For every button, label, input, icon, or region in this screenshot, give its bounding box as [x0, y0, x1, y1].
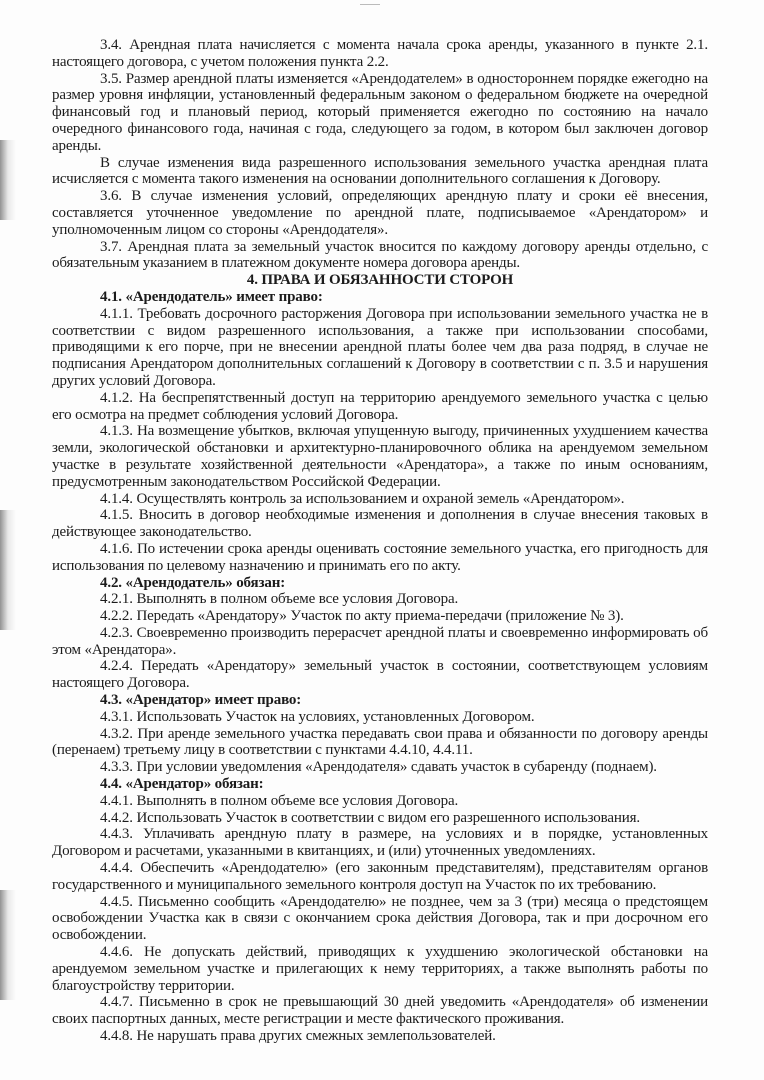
- paragraph-3-4: 3.4. Арендная плата начисляется с момента начала срока аренды, указанного в пункте 2.1. настоящего договора, с учетом положения пункта 2.2.: [52, 37, 708, 70]
- paragraph-4-4-7: 4.4.7. Письменно в срок не превышающий 30 дней уведомить «Арендодателя» об изменении своих паспортных данных, месте регистрации и месте фактического проживания.: [52, 994, 708, 1028]
- paragraph-4-2-3: 4.2.3. Своевременно производить перерасчет арендной платы и своевременно информировать об этом «Арендатора».: [52, 624, 708, 658]
- paragraph-4-1-4: 4.1.4. Осуществлять контроль за использованием и охраной земель «Арендатором».: [100, 490, 625, 507]
- paragraph-4-4-4: 4.4.4. Обеспечить «Арендодателю» (его законным представителям), представителям органов государственного и муниципального земельного контроля доступ на Участок по их требованию.: [52, 860, 708, 893]
- paragraph-4-1-3: 4.1.3. На возмещение убытков, включая упущенную выгоду, причиненных ухудшением качества земли, экологической обстановки и архитектурно-планировочного облика на арендуемом земельном участке в результате хозяйственной деятельности «Арендатора», а также по иным основаниям, предусмотренным законодательством Российской Федерации.: [52, 423, 708, 490]
- subsection-4-1-heading: 4.1. «Арендодатель» имеет право:: [100, 288, 323, 305]
- paragraph-3-5-note: В случае изменения вида разрешенного использования земельного участка арендная плата исчисляется с момента такого изменения на основании дополнительного соглашения к Договору.: [52, 154, 708, 188]
- paragraph-4-3-2: 4.3.2. При аренде земельного участка передавать свои права и обязанности по договору аренды (перенаем) третьему лицу в соответствии с пунктами 4.4.10, 4.4.11.: [52, 725, 708, 759]
- paragraph-4-2-4: 4.2.4. Передать «Арендатору» земельный участок в состоянии, соответствующем условиям настоящего Договора.: [52, 658, 708, 692]
- paragraph-4-4-1: 4.4.1. Выполнять в полном объеме все условия Договора.: [100, 792, 459, 809]
- paragraph-4-2-2: 4.2.2. Передать «Арендатору» Участок по акту приема-передачи (приложение № 3).: [100, 608, 624, 625]
- paragraph-4-4-8: 4.4.8. Не нарушать права других смежных землепользователей.: [100, 1028, 496, 1045]
- paragraph-4-3-1: 4.3.1. Использовать Участок на условиях, установленных Договором.: [100, 708, 535, 725]
- scan-edge-shadow: [0, 510, 16, 630]
- subsection-4-2-heading: 4.2. «Арендодатель» обязан:: [100, 574, 286, 591]
- paragraph-4-1-1: 4.1.1. Требовать досрочного расторжения Договора при использовании земельного участка не в соответствии с видом разрешенного использования, а также при использовании способами, приводящими к его порче, при не внесении арендной платы более чем два раза подряд, в случае не подписания Арендатором дополнительных соглашений к Договору в соответствии с п. 3.5 и нарушения других условий Договора.: [52, 305, 708, 389]
- paragraph-3-5: 3.5. Размер арендной платы изменяется «Арендодателем» в одностороннем порядке ежегодно на размер уровня инфляции, установленный федеральным законом о федеральном бюджете на очередной финансовый год и плановый период, который применяется ежегодно по состоянию на начало очередного финансового года, начиная с года, следующего за годом, в котором был заключен договор аренды.: [52, 70, 708, 154]
- scan-edge-shadow: [0, 890, 16, 1000]
- subsection-4-3-heading: 4.3. «Арендатор» имеет право:: [100, 692, 302, 709]
- paragraph-4-4-5: 4.4.5. Письменно сообщить «Арендодателю» не позднее, чем за 3 (три) месяца о предстоящем освобождении Участка как в связи с окончанием срока действия Договора, так и при досрочном его освобождении.: [52, 893, 708, 944]
- section-4-heading: 4. ПРАВА И ОБЯЗАННОСТИ СТОРОН: [246, 272, 514, 289]
- paragraph-4-1-6: 4.1.6. По истечении срока аренды оценивать состояние земельного участка, его пригодность для использования по целевому назначению и принимать его по акту.: [52, 540, 708, 574]
- scan-mark: [360, 4, 380, 5]
- paragraph-4-4-2: 4.4.2. Использовать Участок в соответствии с видом его разрешенного использования.: [100, 809, 640, 826]
- paragraph-3-7: 3.7. Арендная плата за земельный участок вносится по каждому договору аренды отдельно, с обязательным указанием в платежном документе номера договора аренды.: [52, 238, 708, 272]
- paragraph-4-2-1: 4.2.1. Выполнять в полном объеме все условия Договора.: [100, 591, 459, 608]
- paragraph-4-3-3: 4.3.3. При условии уведомления «Арендодателя» сдавать участок в субаренду (поднаем).: [100, 759, 657, 776]
- document-page: [52, 37, 708, 1045]
- paragraph-3-6: 3.6. В случае изменения условий, определяющих арендную плату и сроки её внесения, составляется уточненное уведомление по арендной плате, подписываемое «Арендатором» и уполномоченным лицом со стороны «Арендодателя».: [52, 188, 708, 238]
- paragraph-4-4-6: 4.4.6. Не допускать действий, приводящих к ухудшению экологической обстановки на арендуемом земельном участке и прилегающих к нему территориях, а также выполнять работы по благоустройству территории.: [52, 944, 708, 994]
- subsection-4-4-heading: 4.4. «Арендатор» обязан:: [100, 776, 264, 793]
- paragraph-4-4-3: 4.4.3. Уплачивать арендную плату в размере, на условиях и в порядке, установленных Договором и расчетами, указанными в квитанциях, и (или) уточненных уведомлениях.: [52, 826, 708, 860]
- paragraph-4-1-2: 4.1.2. На беспрепятственный доступ на территорию арендуемого земельного участка с целью его осмотра на предмет соблюдения условий Договора.: [52, 389, 708, 423]
- scan-edge-shadow: [0, 140, 16, 220]
- paragraph-4-1-5: 4.1.5. Вносить в договор необходимые изменения и дополнения в случае внесения таковых в действующее законодательство.: [52, 507, 708, 541]
